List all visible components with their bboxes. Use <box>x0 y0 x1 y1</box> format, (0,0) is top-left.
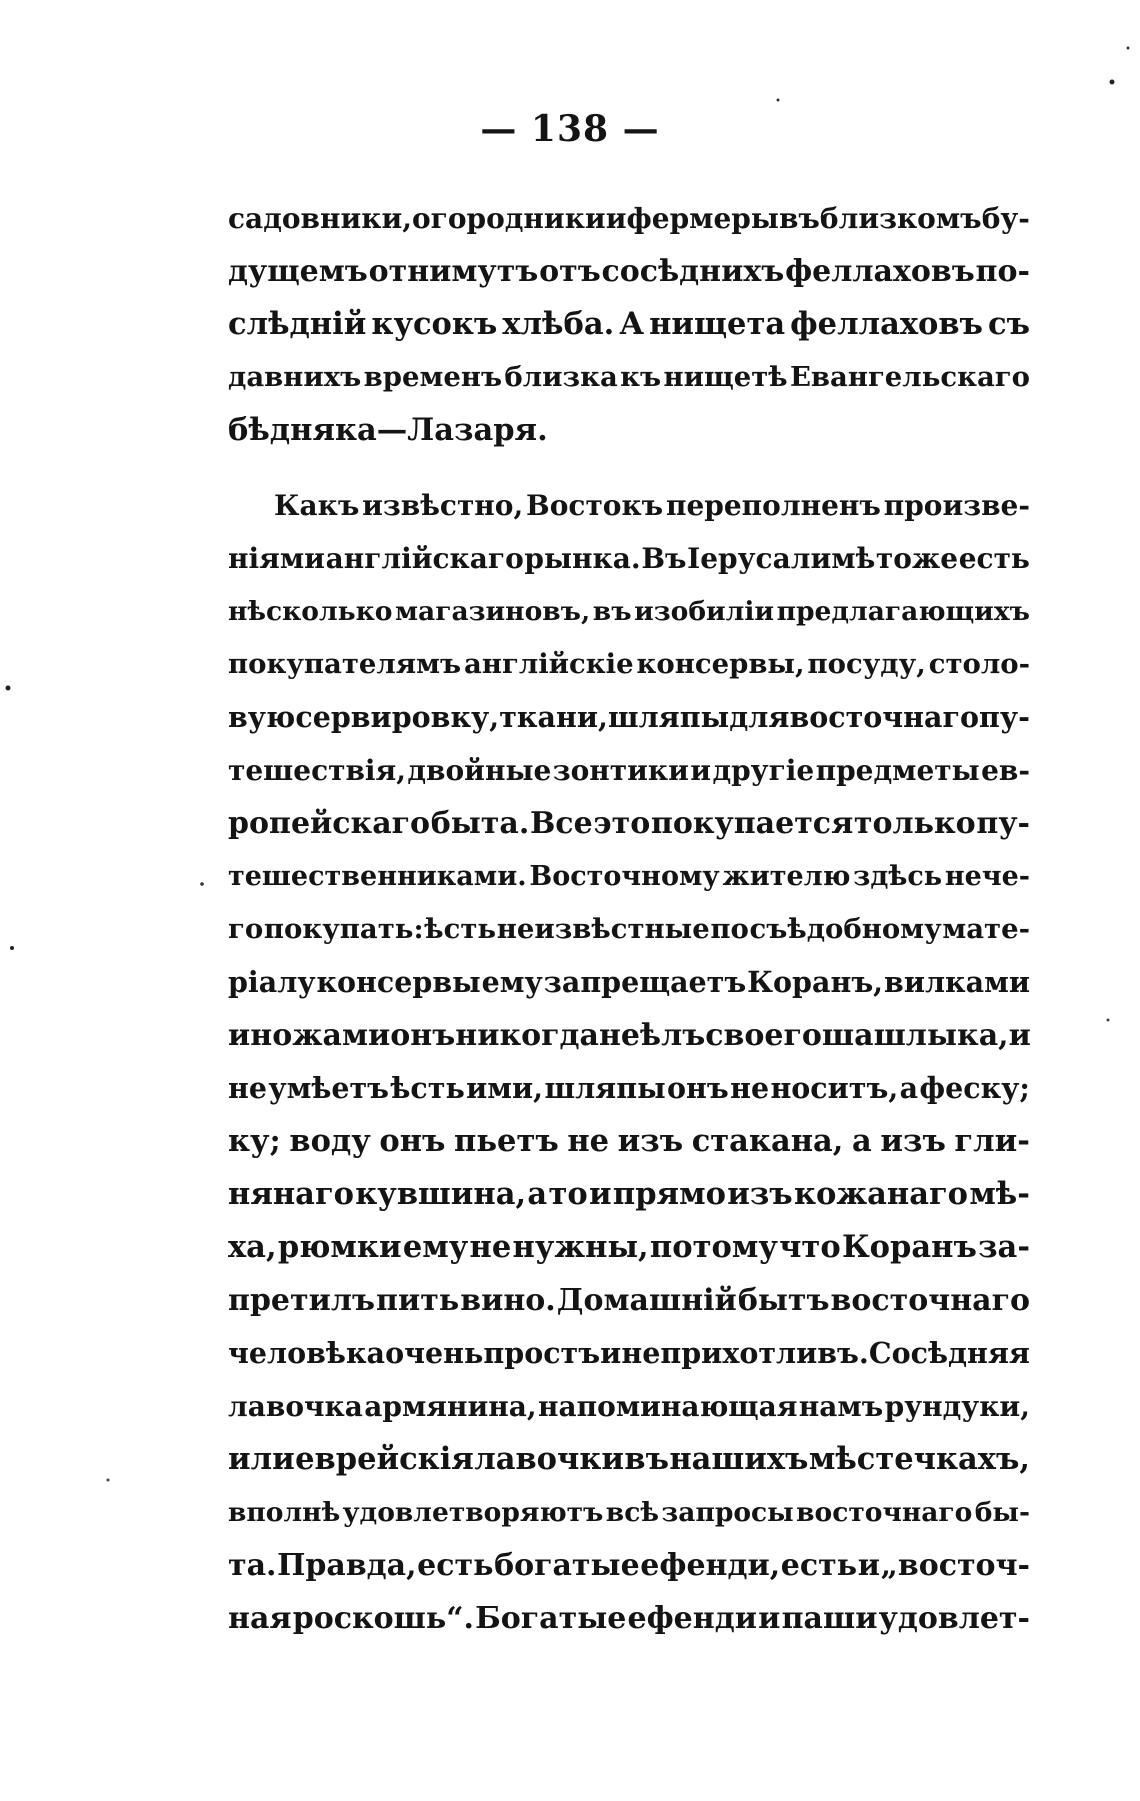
text-line: или еврейскія лавочки въ нашихъ мѣстечкахъ, <box>228 1441 1030 1477</box>
text-line: ніями англійскаго рынка. Въ Іерусалимѣ тоже есть <box>228 542 1030 575</box>
text-line: вую сервировку, ткани, шляпы для восточнаго пу- <box>228 700 1030 734</box>
text-line: ная роскошь“. Богатые ефенди и паши удовлет- <box>228 1601 1030 1636</box>
text-line: ропейскаго быта. Все это покупается только пу- <box>228 806 1030 841</box>
text-line: дущемъ отнимутъ отъ сосѣднихъ феллаховъ по- <box>228 254 1030 289</box>
text-line: бѣдняка—Лазаря. <box>228 412 548 448</box>
paragraph <box>228 479 1030 1645</box>
text-line: го покупать: ѣсть неизвѣстные по съѣдобному мате- <box>228 913 1030 945</box>
paragraph <box>228 192 1030 457</box>
text-line: ку; воду онъ пьетъ не изъ стакана, а изъ гли- <box>228 1123 1030 1159</box>
text-line: садовники, огородники и фермеры въ близкомъ бу- <box>228 202 1030 235</box>
text-line: лавочка армянина, напоминающая намъ рундуки, <box>228 1390 1030 1423</box>
text-line: ха, рюмки ему не нужны, потому что Коранъ за- <box>228 1229 1030 1265</box>
text-line: тешествія, двойные зонтики и другіе предметы ев- <box>228 754 1030 787</box>
text-line: ріалу консервы ему запрещаетъ Коранъ, вилками <box>228 965 1030 999</box>
text-line: вполнѣ удовлетворяютъ всѣ запросы восточнаго бы- <box>228 1497 1030 1528</box>
text-line: тешественниками. Восточному жителю здѣсь нече- <box>228 861 1030 892</box>
text-line: та. Правда, есть богатые ефенди, есть и „восточ- <box>228 1548 1030 1583</box>
text-line: не умѣетъ ѣсть ими, шляпы онъ не носитъ, а феску; <box>228 1071 1030 1105</box>
text-line: слѣдній кусокъ хлѣба. А нищета феллаховъ съ <box>228 306 1030 342</box>
text-line: нянаго кувшина, а то и прямо изъ кожанаго мѣ- <box>228 1176 1030 1212</box>
text-line: покупателямъ англійскіе консервы, посуду, столо- <box>228 648 1030 680</box>
text-line: Какъ извѣстно, Востокъ переполненъ произве- <box>274 489 1030 522</box>
page-number: — 138 — <box>480 108 660 150</box>
text-line: и ножами онъ никогда не ѣлъ своего шашлыка, и <box>228 1018 1031 1053</box>
text-line: человѣка очень простъ и неприхотливъ. Сосѣдняя <box>228 1336 1030 1370</box>
text-line: давнихъ временъ близка къ нищетѣ Евангельскаго <box>228 361 1030 393</box>
text-line: нѣсколько магазиновъ, въ изобиліи предлагающихъ <box>228 596 1030 627</box>
text-line: претилъ пить вино. Домашній бытъ восточнаго <box>228 1283 1030 1318</box>
body-text <box>228 192 1030 1645</box>
